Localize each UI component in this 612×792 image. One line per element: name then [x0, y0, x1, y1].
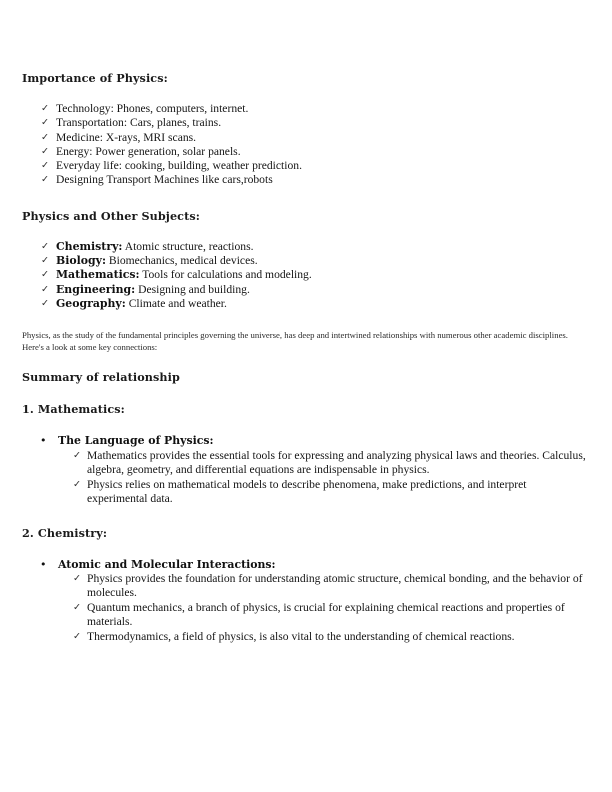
spacer	[0, 311, 612, 330]
list-item	[0, 116, 612, 130]
list-item	[0, 283, 612, 297]
sublist-chemistry-points	[58, 572, 612, 644]
sublist-item	[58, 630, 587, 644]
intro-paragraph: Physics, as the study of the fundamental principles governing the universe, has deep and intertwined relationships with numerous other academic disciplines. Here's a look at some key connections:	[22, 330, 568, 352]
check-icon: ✓	[41, 131, 50, 143]
heading-chemistry: 2. Chemistry:	[22, 525, 108, 540]
list-item-text: Biomechanics, medical devices.	[108, 254, 258, 268]
check-icon: ✓	[73, 478, 82, 490]
list-item-text: Designing Transport Machines like cars,robots	[56, 173, 273, 187]
check-icon: ✓	[41, 160, 50, 172]
spacer	[0, 188, 612, 209]
list-item-label: Mathematics:	[56, 268, 140, 282]
sublist-item	[58, 601, 587, 630]
spacer	[0, 353, 612, 370]
list-item-label: Geography:	[56, 296, 126, 310]
list-other-subjects	[0, 240, 612, 311]
spacer	[0, 223, 612, 240]
list-item-text: Tools for calculations and modeling.	[142, 268, 312, 282]
heading-summary-of-relationship: Summary of relationship	[22, 370, 180, 385]
list-item	[0, 102, 612, 116]
heading-importance-of-physics: Importance of Physics:	[22, 71, 168, 85]
section-physics-and-other-subjects	[0, 209, 612, 311]
check-icon: ✓	[41, 103, 50, 114]
sublist-mathematics-points	[58, 449, 612, 507]
list-item-label: Engineering:	[56, 282, 136, 296]
section-mathematics	[0, 402, 612, 506]
heading-physics-and-other-subjects: Physics and Other Subjects:	[22, 208, 200, 223]
check-icon: ✓	[41, 269, 50, 281]
sublist-item-text: Physics provides the foundation for understanding atomic structure, chemical bonding, and the behavior of molecules.	[87, 572, 583, 600]
bullet-group-mathematics	[0, 434, 612, 506]
list-item-text: Transportation: Cars, planes, trains.	[56, 116, 222, 130]
check-icon: ✓	[41, 283, 50, 295]
list-item-text: Climate and weather.	[128, 296, 227, 310]
heading-mathematics: 1. Mathematics:	[22, 402, 125, 417]
bullet-icon: •	[40, 434, 47, 448]
spacer	[0, 540, 612, 558]
sublist-item	[58, 449, 587, 478]
bullet-group-chemistry	[0, 558, 612, 645]
check-icon: ✓	[73, 573, 82, 585]
sublist-item	[58, 478, 587, 507]
list-item-text: Atomic structure, reactions.	[124, 239, 254, 253]
list-item	[0, 159, 612, 173]
check-icon: ✓	[73, 449, 82, 461]
check-icon: ✓	[73, 601, 82, 613]
list-item-text: Technology: Phones, computers, internet.	[56, 102, 249, 115]
bullet-item	[0, 434, 612, 506]
check-icon: ✓	[41, 297, 50, 309]
sublist-item-text: Physics relies on mathematical models to describe phenomena, make predictions, and interpret experimental data.	[87, 477, 527, 506]
sublist-item-text: Thermodynamics, a field of physics, is also vital to the understanding of chemical reactions.	[87, 629, 515, 643]
check-icon: ✓	[41, 255, 50, 267]
section-importance-of-physics	[0, 0, 612, 188]
list-item-text: Energy: Power generation, solar panels.	[56, 144, 241, 158]
sublist-item-text: Mathematics provides the essential tools for expressing and analyzing physical laws and theories. Calculus, algebra, geometry, and differential equations are indispensable in physics.	[87, 448, 586, 477]
bullet-icon: •	[40, 557, 47, 571]
check-icon: ✓	[41, 174, 50, 186]
list-item	[0, 131, 612, 145]
list-item	[0, 297, 612, 311]
list-item-label: Chemistry:	[56, 239, 123, 253]
spacer	[0, 384, 612, 402]
list-item-text: Designing and building.	[138, 282, 250, 296]
list-item	[0, 240, 612, 254]
bullet-item	[0, 558, 612, 645]
list-item	[0, 145, 612, 159]
check-icon: ✓	[41, 240, 50, 252]
section-chemistry	[0, 526, 612, 645]
spacer	[0, 507, 612, 526]
spacer	[0, 85, 612, 102]
bullet-title: The Language of Physics:	[58, 434, 214, 448]
list-item	[0, 173, 612, 187]
list-importance-items	[0, 102, 612, 188]
sublist-item-text: Quantum mechanics, a branch of physics, is crucial for explaining chemical reactions and properties of materials.	[87, 600, 565, 629]
list-item	[0, 268, 612, 282]
list-item-text: Everyday life: cooking, building, weather prediction.	[56, 159, 302, 173]
sublist-item	[58, 572, 587, 601]
list-item-text: Medicine: X-rays, MRI scans.	[56, 130, 197, 144]
spacer	[0, 416, 612, 434]
check-icon: ✓	[41, 117, 50, 129]
list-item	[0, 254, 612, 268]
check-icon: ✓	[41, 145, 50, 157]
list-item-label: Biology:	[56, 254, 106, 268]
bullet-title: Atomic and Molecular Interactions:	[58, 557, 276, 571]
check-icon: ✓	[73, 630, 82, 642]
